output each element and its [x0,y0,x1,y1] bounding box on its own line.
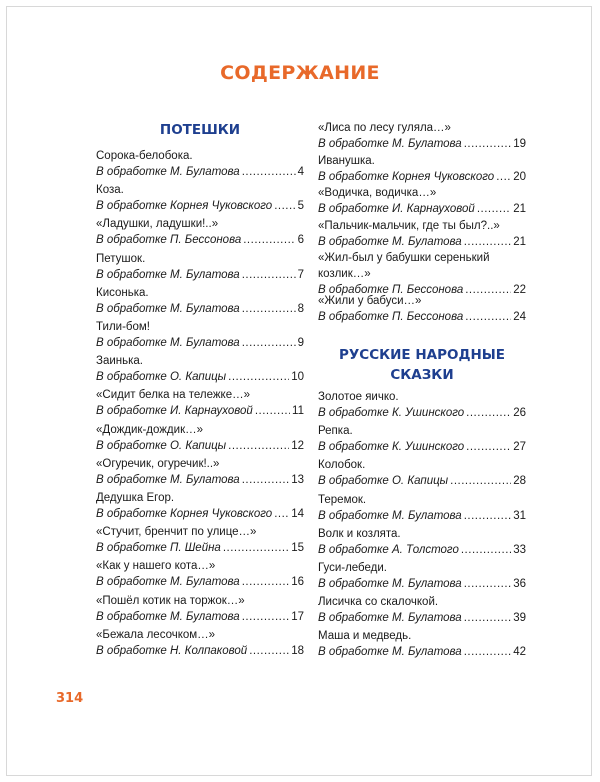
entry-page-number: 19 [513,138,526,150]
entry-adaptation: В обработке И. Карнауховой [318,203,475,216]
entry-page-number: 36 [513,578,526,590]
entry-adaptation: В обработке О. Капицы [318,475,449,488]
entry-title: Теремок. [318,493,367,506]
dot-leader [466,439,511,455]
entry-title: Гуси-лебеди. [318,562,387,574]
entry-title: Колобок. [318,459,366,472]
entry-adaptation-line [96,232,304,248]
dot-leader [242,267,296,283]
entry-adaptation-line [318,201,526,217]
entry-adaptation-line [318,439,526,455]
entry-adaptation-line [318,169,526,185]
entry-title: Сорока-белобока. [96,150,193,162]
entry-page-number: 12 [291,439,304,452]
entry-adaptation-line [96,335,304,351]
entry-adaptation-line [96,472,304,488]
toc-entry [96,148,304,180]
toc-entry [96,422,304,454]
entry-adaptation: В обработке П. Бессонова [318,284,464,297]
dot-leader [255,403,290,419]
toc-entry [318,153,526,185]
entry-adaptation: В обработке П. Бессонова [318,311,464,324]
entry-page-number: 4 [297,166,304,178]
entry-page-number: 9 [297,337,304,349]
entry-adaptation: В обработке К. Ушинского [318,441,465,454]
toc-entry [318,594,526,626]
entry-page-number: 17 [291,610,304,623]
toc-entry [96,558,304,590]
toc-entry [96,387,304,419]
entry-adaptation-line [318,405,526,421]
entry-adaptation: В обработке М. Булатова [96,610,240,623]
entry-title: «Дождик-дождик…» [96,423,203,436]
toc-entry [318,389,526,421]
entry-page-number: 31 [513,509,526,522]
dot-leader [242,609,290,625]
entry-title: Маша и медведь. [318,630,412,643]
entry-title: Петушок. [96,252,146,265]
entry-adaptation: В обработке Корнея Чуковского [318,170,495,183]
entry-adaptation-line [96,540,304,556]
dot-leader [466,405,511,421]
entry-adaptation: В обработке М. Булатова [318,138,462,150]
page-number: 314 [56,691,84,706]
dot-leader [464,234,512,250]
dot-leader [242,472,290,488]
entry-title: «Лиса по лесу гуляла…» [318,122,451,134]
entry-page-number: 21 [513,203,526,216]
entry-adaptation-line [96,438,304,454]
page-title: СОДЕРЖАНИЕ [220,62,380,84]
entry-page-number: 5 [297,200,304,213]
toc-entry [96,182,304,214]
entry-adaptation-line [318,610,526,626]
entry-adaptation-line [318,508,526,524]
entry-adaptation-line [318,473,526,489]
toc-entry [96,251,304,283]
entry-adaptation-line [318,309,526,325]
entry-adaptation-line [96,403,304,419]
toc-entry [96,524,304,556]
entry-page-number: 22 [513,284,526,297]
toc-entry [96,353,304,385]
toc-entry [318,526,526,558]
entry-adaptation: В обработке М. Булатова [96,576,240,589]
entry-page-number: 42 [513,646,526,659]
dot-leader [465,309,511,325]
dot-leader [242,574,290,590]
entry-page-number: 18 [291,644,304,657]
dot-leader [464,644,512,660]
entry-adaptation-line [96,301,304,317]
entry-adaptation: В обработке А. Толстого [318,543,459,556]
dot-leader [450,473,511,489]
entry-page-number: 24 [513,311,526,324]
toc-entry [96,456,304,488]
entry-adaptation-line [96,506,304,522]
toc-entry [318,185,526,217]
section-heading-line1: РУССКИЕ НАРОДНЫЕ [338,347,506,363]
entry-title: «Сидит белка на тележке…» [96,389,250,402]
dot-leader [242,301,296,317]
entry-page-number: 26 [513,407,526,419]
entry-title: «Водичка, водичка…» [318,187,437,200]
entry-page-number: 28 [513,475,526,488]
entry-title-continued: козлик…» [318,268,371,281]
entry-page-number: 21 [513,235,526,248]
dot-leader [228,438,289,454]
dot-leader [243,232,295,248]
dot-leader [461,542,511,558]
toc-entry [96,490,304,522]
dot-leader [464,610,512,626]
toc-entry [318,457,526,489]
toc-entry [318,423,526,455]
dot-leader [464,508,512,524]
entry-adaptation-line [96,643,304,659]
toc-entry [96,216,304,248]
entry-adaptation-line [96,574,304,590]
entry-title: Тили-бом! [96,321,150,333]
entry-page-number: 14 [291,508,304,520]
entry-adaptation: В обработке М. Булатова [96,473,240,486]
dot-leader [223,540,289,556]
entry-title: «Пошёл котик на торжок…» [96,594,245,607]
entry-adaptation: В обработке О. Капицы [96,371,227,384]
entry-title: Иванушка. [318,154,375,167]
dot-leader [242,164,296,180]
entry-title: «Пальчик-мальчик, где ты был?..» [318,219,500,232]
entry-adaptation-line [318,136,526,152]
entry-adaptation: В обработке М. Булатова [318,646,462,659]
toc-entry [318,560,526,592]
entry-adaptation-line [96,369,304,385]
entry-title: Дедушка Егор. [96,492,175,504]
dot-leader [242,335,296,351]
entry-adaptation-line [96,164,304,180]
entry-adaptation: В обработке М. Булатова [318,509,462,522]
entry-adaptation: В обработке П. Бессонова [96,234,242,247]
entry-adaptation: В обработке П. Шейна [96,542,221,555]
entry-page-number: 27 [513,441,526,454]
toc-entry [318,492,526,524]
dot-leader [464,576,512,592]
entry-title: Кисонька. [96,286,149,299]
entry-adaptation: В обработке М. Булатова [96,302,240,315]
dot-leader [477,201,511,217]
entry-adaptation: В обработке О. Капицы [96,439,227,452]
section-heading-poteshki: ПОТЕШКИ [159,122,241,138]
entry-adaptation-line [96,267,304,283]
entry-page-number: 11 [292,405,304,418]
toc-entry [96,319,304,351]
entry-page-number: 39 [513,612,526,625]
entry-adaptation: В обработке М. Булатова [96,337,240,349]
entry-adaptation: В обработке И. Карнауховой [96,405,253,418]
section-heading-line2: СКАЗКИ [390,367,454,383]
entry-title: Заинька. [96,355,143,368]
entry-title: «Как у нашего кота…» [96,560,216,573]
entry-page-number: 7 [297,268,304,281]
entry-title: «Жил-был у бабушки серенький [318,252,490,265]
entry-title: Волк и козлята. [318,527,401,540]
entry-adaptation: В обработке М. Булатова [318,578,462,590]
dot-leader [249,643,289,659]
entry-adaptation-line [96,198,304,214]
toc-entry [96,285,304,317]
entry-title: «Бежала лесочком…» [96,628,216,641]
entry-page-number: 33 [513,543,526,556]
entry-page-number: 16 [291,576,304,589]
entry-adaptation-line [318,542,526,558]
dot-leader [228,369,289,385]
entry-page-number: 6 [297,234,304,247]
toc-entry [318,628,526,660]
entry-title: Лисичка со скалочкой. [318,596,439,609]
entry-title: «Огуречик, огуречик!..» [96,457,220,470]
entry-adaptation: В обработке М. Булатова [96,268,240,281]
entry-adaptation: В обработке Корнея Чуковского [96,508,273,520]
entry-title: «Стучит, бренчит по улице…» [96,526,257,539]
section-heading-skazki [318,345,526,385]
dot-leader [496,169,511,185]
toc-entry [96,627,304,659]
toc-entry [96,593,304,625]
entry-adaptation: В обработке К. Ушинского [318,407,465,419]
entry-adaptation: В обработке Н. Колпаковой [96,644,248,657]
entry-adaptation: В обработке М. Булатова [318,612,462,625]
entry-adaptation: В обработке М. Булатова [318,235,462,248]
entry-title: Коза. [96,184,124,197]
entry-title: Золотое яичко. [318,391,399,403]
entry-adaptation: В обработке М. Булатова [96,166,240,178]
entry-page-number: 10 [291,371,304,384]
dot-leader [274,506,289,522]
dot-leader [464,136,512,152]
toc-entry [318,250,526,298]
entry-adaptation-line [318,234,526,250]
entry-title: Репка. [318,425,353,438]
entry-adaptation-line [318,644,526,660]
toc-entry [318,293,526,325]
entry-title: «Ладушки, ладушки!..» [96,218,219,231]
dot-leader [274,198,295,214]
entry-page-number: 13 [291,473,304,486]
entry-adaptation-line [318,576,526,592]
entry-page-number: 15 [291,542,304,555]
entry-page-number: 8 [297,302,304,315]
entry-title: «Жили у бабуси…» [318,295,422,308]
entry-adaptation: В обработке Корнея Чуковского [96,200,273,213]
toc-entry [318,120,526,152]
toc-entry [318,218,526,250]
entry-page-number: 20 [513,170,526,183]
entry-adaptation-line [96,609,304,625]
